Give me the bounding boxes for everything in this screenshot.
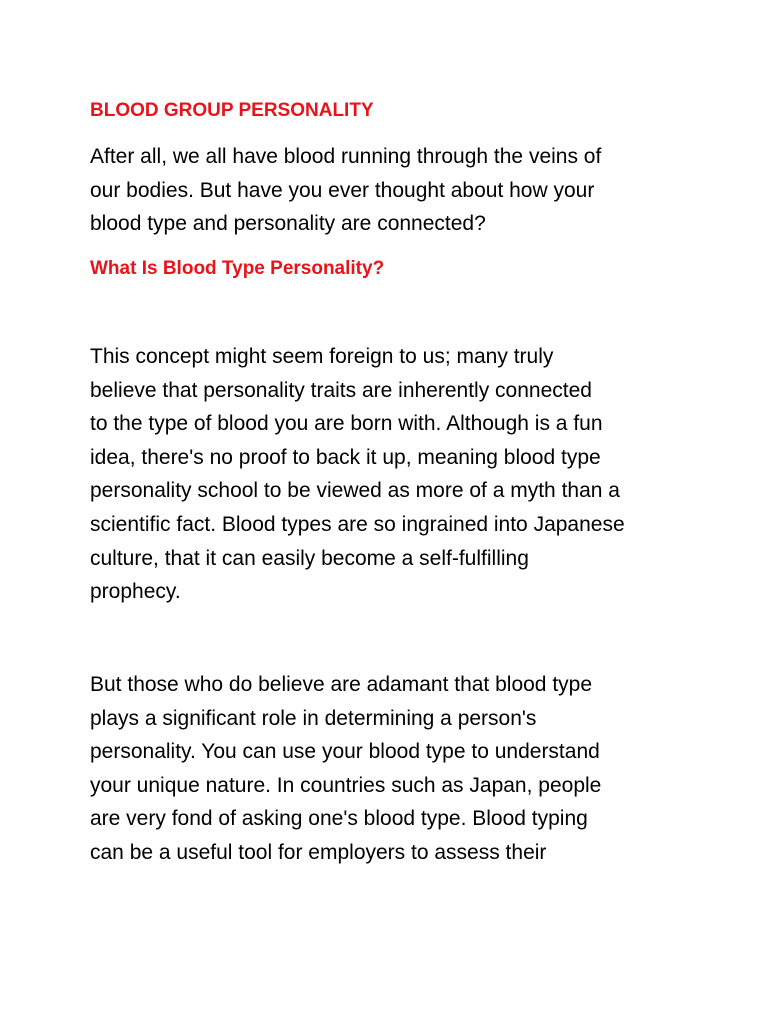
intro-paragraph — [90, 140, 740, 241]
paragraph-line: blood type and personality are connected? — [90, 212, 486, 236]
paragraph-line: culture, that it can easily become a self-fulfilling — [90, 546, 529, 570]
paragraph-line: believe that personality traits are inherently connected — [90, 378, 592, 402]
paragraph-line: plays a significant role in determining a person's — [90, 706, 537, 730]
paragraph-line: personality school to be viewed as more of a myth than a — [90, 479, 620, 503]
believers-paragraph — [90, 668, 740, 870]
paragraph-line: This concept might seem foreign to us; many truly — [90, 345, 554, 368]
paragraph-line: idea, there's no proof to back it up, meaning blood type — [90, 445, 601, 469]
paragraph-line: can be a useful tool for employers to assess their — [90, 840, 547, 864]
document-title: BLOOD GROUP PERSONALITY — [90, 100, 374, 121]
section-heading: What Is Blood Type Personality? — [90, 258, 385, 279]
paragraph-line: to the type of blood you are born with. Although is a fun — [90, 412, 603, 436]
paragraph-line: scientific fact. Blood types are so ingrained into Japanese — [90, 512, 625, 536]
paragraph-line: But those who do believe are adamant that blood type — [90, 673, 593, 696]
paragraph-line: prophecy. — [90, 580, 181, 604]
paragraph-line: our bodies. But have you ever thought about how your — [90, 178, 595, 202]
paragraph-line: are very fond of asking one's blood type. Blood typing — [90, 807, 588, 831]
paragraph-line: your unique nature. In countries such as Japan, people — [90, 773, 602, 797]
paragraph-line: After all, we all have blood running through the veins of — [90, 145, 602, 168]
concept-paragraph — [90, 340, 740, 609]
paragraph-line: personality. You can use your blood type to understand — [90, 740, 600, 764]
